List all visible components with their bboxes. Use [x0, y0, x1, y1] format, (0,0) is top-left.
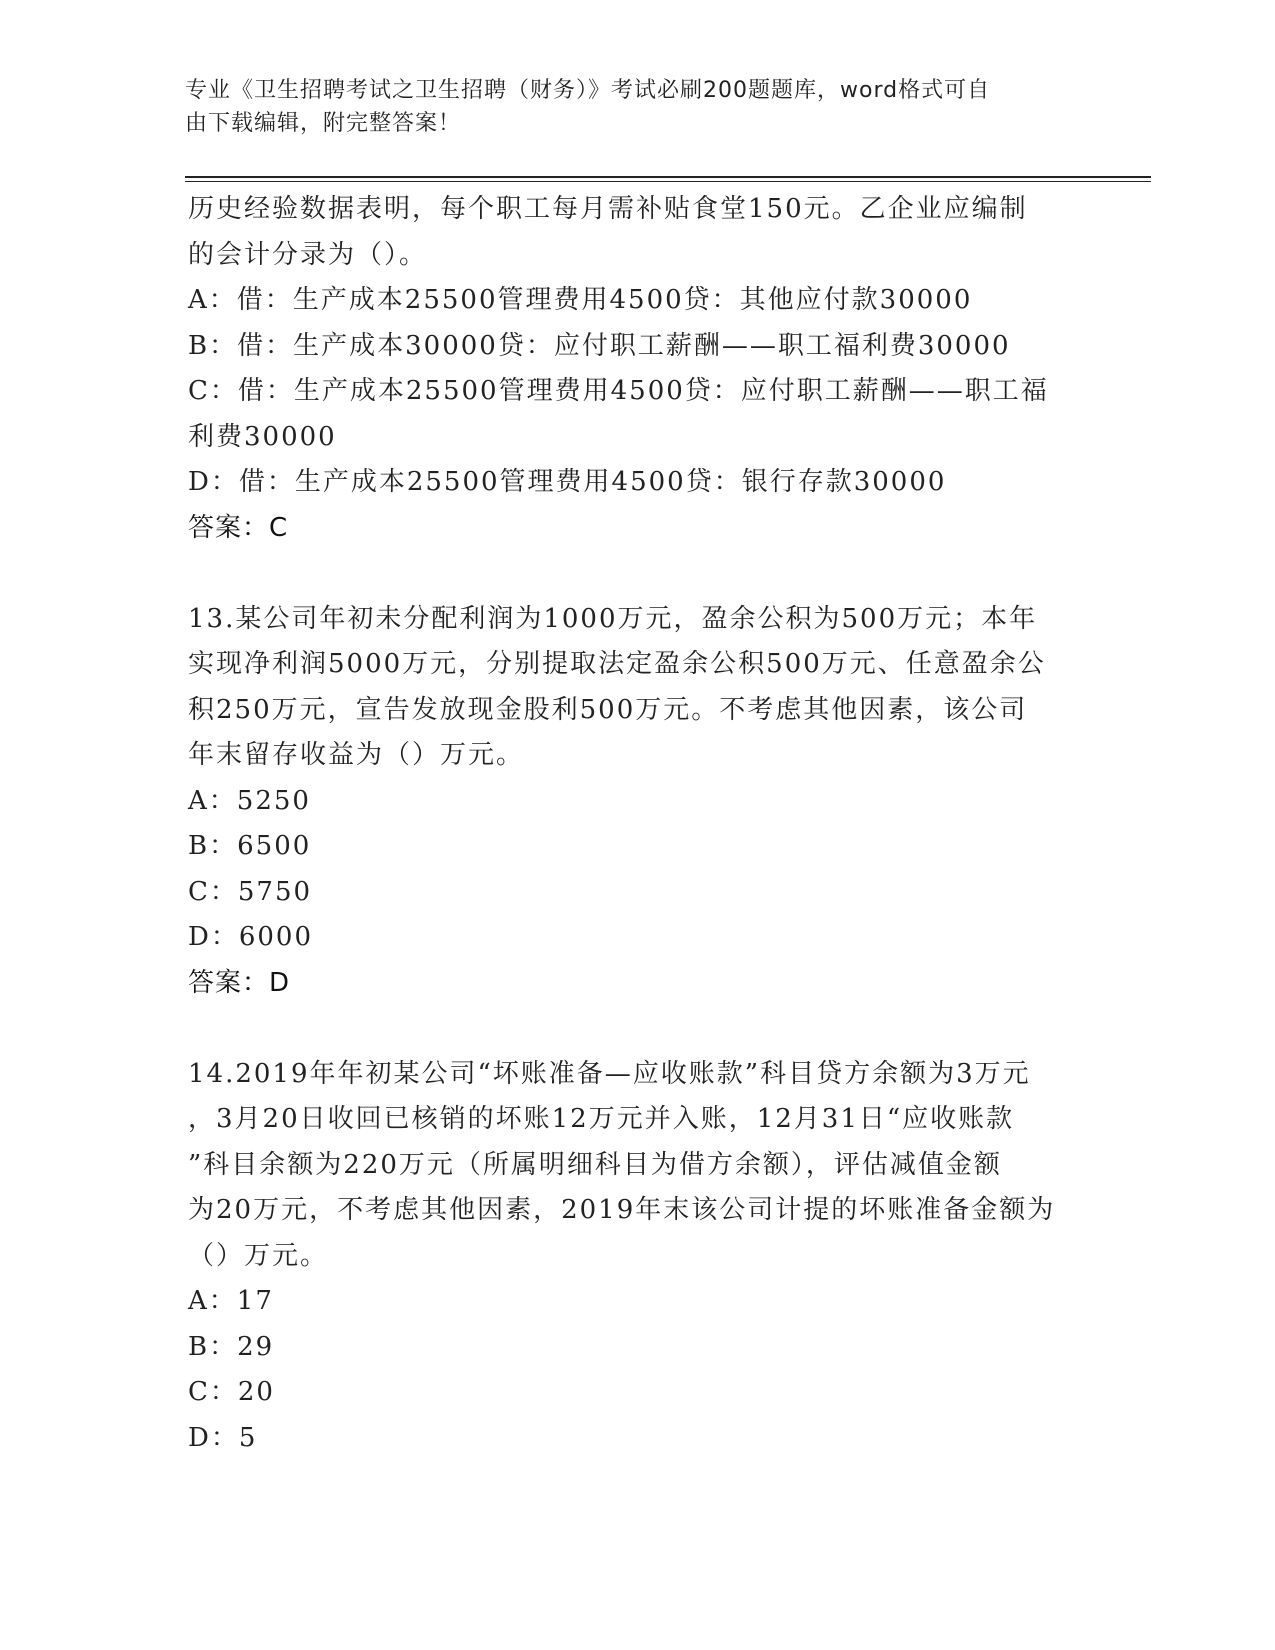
option-a: A：17: [188, 1286, 274, 1316]
option-c: C：5750: [188, 876, 313, 907]
option-b: B：6500: [188, 831, 312, 861]
answer: 答案：D: [188, 967, 291, 998]
option-b: B：借：生产成本30000贷：应付职工薪酬——职工福利费30000: [188, 330, 1011, 361]
option-d: D：6000: [188, 922, 314, 952]
question-text-line: 历史经验数据表明，每个职工每月需补贴食堂150元。乙企业应编制: [188, 194, 1028, 224]
option-a: A：借：生产成本25500管理费用4500贷：其他应付款30000: [188, 285, 973, 315]
question-text-line: ”科目余额为220万元（所属明细科目为借方余额），评估减值金额: [188, 1149, 1002, 1180]
option-d: D：5: [188, 1422, 258, 1453]
option-d: D：借：生产成本25500管理费用4500贷：银行存款30000: [188, 467, 947, 497]
question-text-line: 14.2019年年初某公司“坏账准备—应收账款”科目贷方余额为3万元: [188, 1058, 1031, 1089]
answer: 答案：C: [188, 512, 289, 543]
spacer: [188, 1006, 1088, 1052]
question-12: [188, 187, 1088, 551]
header-rule-thick: [185, 176, 1151, 178]
question-text-line: （）万元。: [188, 1240, 329, 1271]
option-c: C：借：生产成本25500管理费用4500贷：应付职工薪酬——职工福: [188, 376, 1049, 406]
document-body: [188, 187, 1088, 1461]
option-c-continued: 利费30000: [188, 421, 337, 452]
question-13: [188, 597, 1088, 1007]
question-14: [188, 1052, 1088, 1462]
spacer: [188, 551, 1088, 597]
question-text-line: 为20万元，不考虑其他因素，2019年末该公司计提的坏账准备金额为: [188, 1195, 1056, 1225]
document-header: [185, 74, 1065, 140]
question-text-line: 的会计分录为（）。: [188, 239, 428, 270]
question-text-line: 年末留存收益为（）万元。: [188, 740, 525, 770]
question-text-line: 13.某公司年初未分配利润为1000万元，盈余公积为500万元；本年: [188, 603, 1038, 634]
option-c: C：20: [188, 1377, 275, 1407]
question-text-line: ，3月20日收回已核销的坏账12万元并入账，12月31日“应收账款: [188, 1104, 1015, 1134]
question-text-line: 积250万元，宣告发放现金股利500万元。不考虑其他因素，该公司: [188, 694, 1028, 725]
header-line-1: 专业《卫生招聘考试之卫生招聘（财务）》考试必刷200题题库，word格式可自: [185, 78, 991, 103]
question-text-line: 实现净利润5000万元，分别提取法定盈余公积500万元、任意盈余公: [188, 649, 1046, 679]
option-b: B：29: [188, 1331, 275, 1362]
header-rule-thin: [185, 181, 1151, 182]
header-line-2: 由下载编辑，附完整答案！: [185, 111, 462, 136]
option-a: A：5250: [188, 785, 311, 816]
